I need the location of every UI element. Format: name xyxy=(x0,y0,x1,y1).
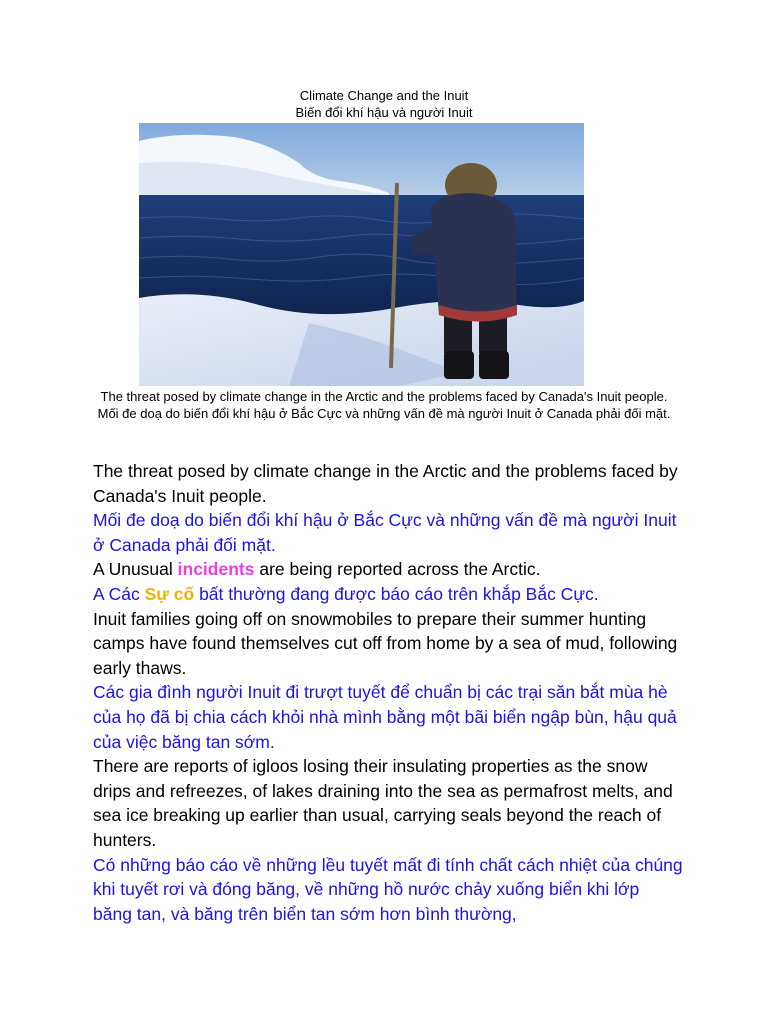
paragraph-2-english-end: are being reported across the Arctic. xyxy=(254,559,541,580)
paragraph-3-english: Inuit families going off on snowmobiles to prepare their summer hunting camps have found themselves cut off from home by a sea of mud, following early thaws. xyxy=(93,608,678,678)
paragraph-2-vietnamese-end: bất thường đang được báo cáo trên khắp Bắc Cực. xyxy=(194,583,599,604)
paragraph-1-english: The threat posed by climate change in the Arctic and the problems faced by Canada's Inuit people. xyxy=(93,461,678,506)
article-body xyxy=(93,459,683,926)
title-vietnamese: Biến đổi khí hậu và người Inuit xyxy=(295,105,473,120)
arctic-photo xyxy=(139,123,584,386)
photo-caption xyxy=(88,388,680,422)
title-english: Climate Change and the Inuit xyxy=(299,88,469,103)
highlight-incidents: incidents xyxy=(177,559,255,580)
paragraph-4-english: There are reports of igloos losing their insulating properties as the snow drips and refreezes, of lakes draining into the sea as permafrost melts, and sea ice breaking up earlier than usual, carrying seals beyond the reach of hunters. xyxy=(93,756,673,850)
paragraph-2-vietnamese xyxy=(93,582,683,607)
paragraph-2-english xyxy=(93,557,683,582)
document-title xyxy=(0,87,768,121)
caption-english: The threat posed by climate change in the Arctic and the problems faced by Canada's Inuit people. xyxy=(100,389,668,404)
caption-vietnamese: Mối đe doạ do biến đổi khí hậu ở Bắc Cực và những vấn đề mà người Inuit ở Canada phải đối mặt. xyxy=(97,406,671,421)
paragraph-4-vietnamese: Có những báo cáo về những lều tuyết mất đi tính chất cách nhiệt của chúng khi tuyết rơi và đóng băng, về những hồ nước chảy xuống biển khi lớp băng tan, và băng trên biển tan sớm hơn bình thường, xyxy=(93,854,683,924)
paragraph-1-vietnamese: Mối đe doạ do biến đổi khí hậu ở Bắc Cực và những vấn đề mà người Inuit ở Canada phải đối mặt. xyxy=(93,510,677,555)
paragraph-3-vietnamese: Các gia đình người Inuit đi trượt tuyết để chuẩn bị các trại săn bắt mùa hè của họ đã bị chia cách khỏi nhà mình bằng một bãi biển ngập bùn, hậu quả của việc băng tan sớm. xyxy=(93,682,677,752)
highlight-su-co: Sự cố xyxy=(144,583,195,604)
paragraph-2-vietnamese-start: A Các xyxy=(93,583,145,604)
paragraph-2-english-start: A Unusual xyxy=(93,559,178,580)
